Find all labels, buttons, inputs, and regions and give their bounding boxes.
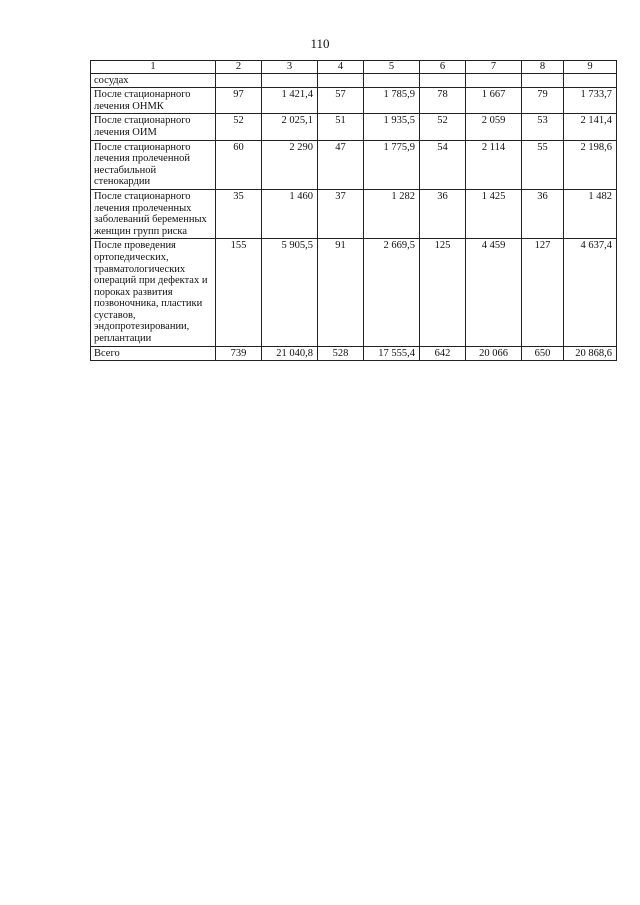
table-cell: 20 868,6 (564, 346, 617, 361)
table-cell: 97 (216, 88, 262, 114)
table-cell (318, 73, 364, 88)
table-cell: 35 (216, 189, 262, 238)
table-cell: 53 (522, 114, 564, 140)
page-number: 110 (310, 36, 330, 51)
table-cell (564, 73, 617, 88)
table-row (91, 189, 617, 238)
table-cell: 1 775,9 (364, 140, 420, 189)
table-cell: 1 282 (364, 189, 420, 238)
table-cell: 2 114 (466, 140, 522, 189)
row-label: После стационарного лечения ОНМК (91, 88, 216, 114)
table-cell: 52 (420, 114, 466, 140)
table-cell: 4 637,4 (564, 239, 617, 346)
table-cell: 2 025,1 (262, 114, 318, 140)
column-header: 5 (364, 61, 420, 74)
column-header: 1 (91, 61, 216, 74)
table-cell: 2 198,6 (564, 140, 617, 189)
table-cell: 57 (318, 88, 364, 114)
table-cell: 51 (318, 114, 364, 140)
table-cell: 36 (522, 189, 564, 238)
table-cell: 52 (216, 114, 262, 140)
table-cell: 17 555,4 (364, 346, 420, 361)
row-label: сосудах (91, 73, 216, 88)
table-cell: 1 425 (466, 189, 522, 238)
table-cell: 528 (318, 346, 364, 361)
table-row (91, 114, 617, 140)
column-header: 2 (216, 61, 262, 74)
table-cell: 20 066 (466, 346, 522, 361)
table-row (91, 239, 617, 346)
table-row (91, 140, 617, 189)
column-header: 4 (318, 61, 364, 74)
table-cell: 79 (522, 88, 564, 114)
table-cell: 739 (216, 346, 262, 361)
column-header: 9 (564, 61, 617, 74)
table-row-total (91, 346, 617, 361)
table-cell: 125 (420, 239, 466, 346)
table-cell: 47 (318, 140, 364, 189)
column-header: 3 (262, 61, 318, 74)
table-cell: 1 667 (466, 88, 522, 114)
table-cell: 4 459 (466, 239, 522, 346)
table-cell (262, 73, 318, 88)
row-label: После стационарного лечения пролеченных заболеваний беременных женщин групп риска (91, 189, 216, 238)
table-cell (466, 73, 522, 88)
table-cell: 60 (216, 140, 262, 189)
table-cell (216, 73, 262, 88)
table-cell: 5 905,5 (262, 239, 318, 346)
table-cell: 1 785,9 (364, 88, 420, 114)
table-cell: 1 482 (564, 189, 617, 238)
column-header: 8 (522, 61, 564, 74)
column-header: 7 (466, 61, 522, 74)
table-cell: 2 669,5 (364, 239, 420, 346)
row-label: После проведения ортопедических, травматологических операций при дефектах и пороках развития позвоночника, пластики суставов, эндопротезировании, реплантации (91, 239, 216, 346)
table-cell: 650 (522, 346, 564, 361)
table-cell: 1 733,7 (564, 88, 617, 114)
table-cell (364, 73, 420, 88)
data-table (90, 60, 617, 361)
table-cell: 2 290 (262, 140, 318, 189)
table-cell: 642 (420, 346, 466, 361)
column-header: 6 (420, 61, 466, 74)
table-cell: 37 (318, 189, 364, 238)
table-cell: 55 (522, 140, 564, 189)
table-cell: 1 935,5 (364, 114, 420, 140)
table-cell: 127 (522, 239, 564, 346)
table-cell (522, 73, 564, 88)
table-cell: 21 040,8 (262, 346, 318, 361)
table-cell: 91 (318, 239, 364, 346)
table-cell: 155 (216, 239, 262, 346)
table-cell: 54 (420, 140, 466, 189)
row-label: После стационарного лечения ОИМ (91, 114, 216, 140)
table-row (91, 73, 617, 88)
table-cell: 78 (420, 88, 466, 114)
row-label: После стационарного лечения пролеченной нестабильной стенокардии (91, 140, 216, 189)
row-label: Всего (91, 346, 216, 361)
table-row (91, 88, 617, 114)
table-cell: 36 (420, 189, 466, 238)
table-cell: 2 141,4 (564, 114, 617, 140)
table-cell: 1 460 (262, 189, 318, 238)
table-cell: 1 421,4 (262, 88, 318, 114)
table-cell: 2 059 (466, 114, 522, 140)
table-cell (420, 73, 466, 88)
table-header-row (91, 61, 617, 74)
